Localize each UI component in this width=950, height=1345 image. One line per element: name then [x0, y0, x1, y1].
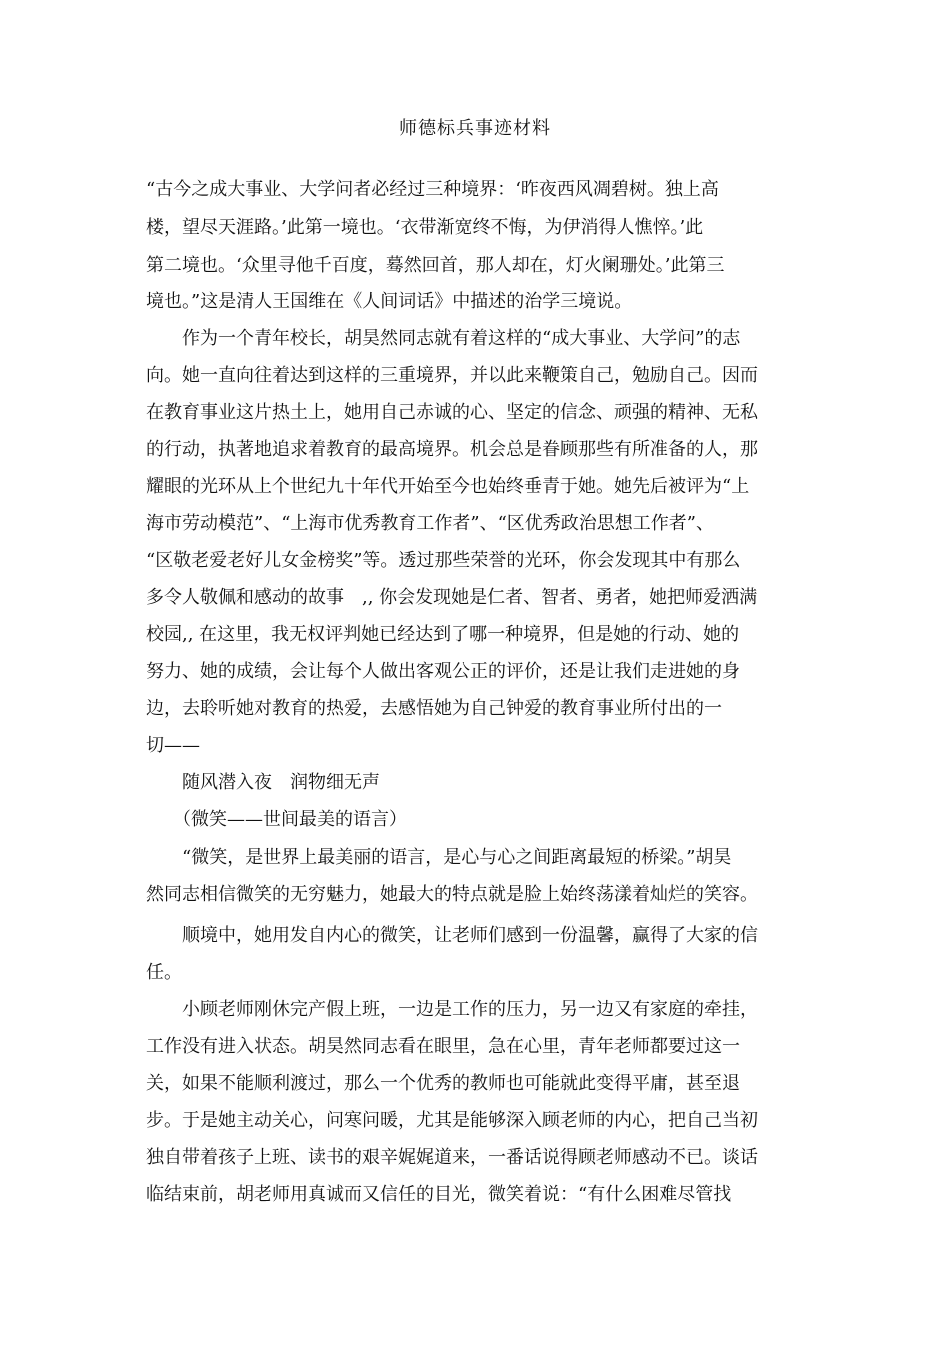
- body-line: 向。她一直向往着达到这样的三重境界，并以此来鞭策自己，勉励自己。因而: [146, 365, 758, 386]
- section-heading: 随风潜入夜 润物细无声: [146, 772, 380, 793]
- body-line: 努力、她的成绩，会让每个人做出客观公正的评价，还是让我们走进她的身: [146, 661, 740, 682]
- body-line: 边，去聆听她对教育的热爱，去感悟她为自己钟爱的教育事业所付出的一: [146, 698, 722, 719]
- body-line: “微笑，是世界上最美丽的语言，是心与心之间距离最短的桥梁。”胡昊: [146, 847, 732, 868]
- body-line: 校园,, 在这里，我无权评判她已经达到了哪一种境界，但是她的行动、她的: [146, 624, 740, 645]
- body-line: 第二境也。‘众里寻他千百度，蓦然回首，那人却在，灯火阑珊处。’此第三: [146, 255, 725, 276]
- body-line: 然同志相信微笑的无穷魅力，她最大的特点就是脸上始终荡漾着灿烂的笑容。: [146, 884, 758, 905]
- body-line: 在教育事业这片热土上，她用自己赤诚的心、坚定的信念、顽强的精神、无私: [146, 402, 758, 423]
- body-line: 切——: [146, 735, 200, 756]
- body-line: “古今之成大事业、大学问者必经过三种境界：‘昨夜西风凋碧树。独上高: [146, 179, 719, 200]
- body-line: 海市劳动模范”、“上海市优秀教育工作者”、“区优秀政治思想工作者”、: [146, 513, 715, 534]
- body-line: 工作没有进入状态。胡昊然同志看在眼里，急在心里，青年老师都要过这一: [146, 1036, 740, 1057]
- body-line: 临结束前，胡老师用真诚而又信任的目光，微笑着说：“有什么困难尽管找: [146, 1184, 732, 1205]
- section-subheading: （微笑——世间最美的语言）: [146, 809, 407, 830]
- body-line: 步。于是她主动关心，问寒问暖，尤其是能够深入顾老师的内心，把自己当初: [146, 1110, 758, 1131]
- body-line: 独自带着孩子上班、读书的艰辛娓娓道来，一番话说得顾老师感动不已。谈话: [146, 1147, 758, 1168]
- body-line: 的行动，执著地追求着教育的最高境界。机会总是眷顾那些有所准备的人，那: [146, 439, 758, 460]
- document-title: 师德标兵事迹材料: [399, 118, 551, 139]
- body-line: 境也。”这是清人王国维在《人间词话》中描述的治学三境说。: [146, 291, 633, 312]
- body-line: 耀眼的光环从上个世纪九十年代开始至今也始终垂青于她。她先后被评为“上: [146, 476, 750, 497]
- body-line: 关，如果不能顺利渡过，那么一个优秀的教师也可能就此变得平庸，甚至退: [146, 1073, 740, 1094]
- body-line: 多令人敬佩和感动的故事 ,, 你会发现她是仁者、智者、勇者，她把师爱洒满: [146, 587, 758, 608]
- body-line: 小顾老师刚休完产假上班，一边是工作的压力，另一边又有家庭的牵挂，: [146, 999, 758, 1020]
- body-line: 作为一个青年校长，胡昊然同志就有着这样的“成大事业、大学问”的志: [146, 328, 741, 349]
- body-line: 顺境中，她用发自内心的微笑，让老师们感到一份温馨，赢得了大家的信: [146, 925, 758, 946]
- body-line: “区敬老爱老好儿女金榜奖”等。透过那些荣誉的光环，你会发现其中有那么: [146, 550, 741, 571]
- body-line: 楼，望尽天涯路。’此第一境也。‘衣带渐宽终不悔，为伊消得人憔悴。’此: [146, 217, 704, 238]
- body-line: 任。: [146, 962, 182, 983]
